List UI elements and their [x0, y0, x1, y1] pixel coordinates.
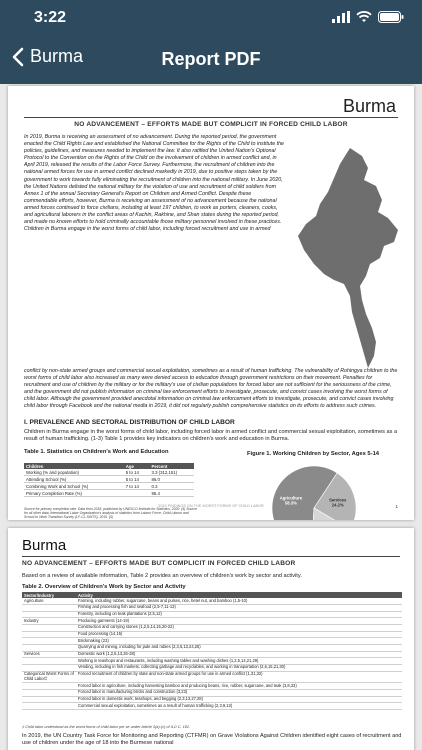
table-cell: Attending School (%) — [24, 476, 124, 483]
table-header: Age — [124, 463, 150, 469]
activity-cell: Brickmaking (23) — [76, 638, 402, 645]
page-footer: 2019 FINDINGS ON THE WORST FORMS OF CHILD LABOR — [158, 504, 264, 508]
sector-cell — [22, 611, 76, 618]
table-row — [24, 483, 194, 490]
battery-icon — [378, 11, 404, 23]
table-cell: 95.4 — [150, 490, 195, 497]
table-row — [22, 611, 402, 618]
table-row — [22, 703, 402, 710]
sector-cell — [22, 690, 76, 697]
table-cell — [124, 490, 150, 497]
ctfmr-paragraph: In 2019, the UN Country Task Force for Monitoring and Reporting (CTFMR) on Grave Violations Against Children identified eight cases of recruitment and use of children under the age of 18 into the Burmese national — [22, 733, 402, 747]
activity-cell: Forced labor in domestic work, teashops, and begging (2,3,13,27,28) — [76, 696, 402, 703]
table-header: Sector/Industry — [22, 592, 76, 598]
sector-cell: Industry — [22, 618, 76, 625]
assessment-subtitle: NO ADVANCEMENT – EFFORTS MADE BUT COMPLICIT IN FORCED CHILD LABOR — [22, 560, 296, 567]
figure1-title: Figure 1. Working Children by Sector, Ages 5-14 — [246, 451, 380, 457]
sector-cell — [22, 638, 76, 645]
pdf-page-2 — [8, 528, 414, 750]
assessment-subtitle: NO ADVANCEMENT – EFFORTS MADE BUT COMPLICIT IN FORCED CHILD LABOR — [74, 121, 348, 128]
table2-footnote: ‡ Child labor understood as the worst forms of child labor per se under Article 3(a)-(c) of ILO C. 182. — [22, 725, 191, 729]
sector-cell — [22, 696, 76, 703]
table2-title: Table 2. Overview of Children's Work by Sector and Activity — [22, 584, 186, 590]
sector-cell: Agriculture — [22, 598, 76, 604]
table-cell: 7 to 14 — [124, 483, 150, 490]
heading-rule — [24, 117, 398, 118]
pie-value-services: 24.2% — [331, 502, 344, 508]
table-cell: 0.3 — [150, 483, 195, 490]
table1-source-note: Source for primary completion rate: Data from 2018, published by UNESCO Institute for Statistics, 2020. (4) Source for all other data: International Labor Organization's analysis of statistics from Labour Force, Child Labour and School to Work Transition Survey (LF-CL-SWTS), 2015. (5) — [24, 507, 197, 520]
sector-cell: Categorical Worst Forms of Child Labor‡ — [22, 671, 76, 683]
table-cell: 3.3 (312,151) — [150, 469, 195, 476]
table-cell: Working (% and population) — [24, 469, 124, 476]
heading-rule — [22, 556, 400, 557]
table-header: Activity — [76, 592, 402, 598]
wifi-icon — [356, 11, 372, 23]
table-row — [22, 651, 402, 658]
page-title: Report PDF — [161, 49, 261, 69]
page-number: 1 — [395, 504, 398, 509]
section-paragraph: Children in Burma engage in the worst forms of child labor, including forced labor in armed conflict and commercial sexual exploitation, sometimes as a result of human trafficking. (1-3) Table 1 provides key indicators on children's work and education in Burma. — [24, 429, 398, 443]
activity-cell: Commercial sexual exploitation, sometimes as a result of human trafficking (2,3,9,13) — [76, 703, 402, 710]
sector-cell — [22, 604, 76, 611]
section-heading: I. PREVALENCE AND SECTORAL DISTRIBUTION OF CHILD LABOR — [24, 419, 235, 426]
activity-cell: Forestry, including on teak plantations (2,5,12) — [76, 611, 402, 618]
overview-paragraph: Based on a review of available information, Table 2 provides an overview of children's work by sector and activity. — [22, 573, 302, 579]
pie-value-agriculture: 58.3% — [284, 500, 297, 506]
sector-cell — [22, 631, 76, 638]
activity-cell: Forced labor in manufacturing bricks and construction (3,23) — [76, 690, 402, 697]
intro-paragraph: In 2019, Burma is receiving an assessment of no advancement. During the reported period, the government enacted the Child Rights Law and established the National Committee for the Rights of the Child to institute the policies, guidelines, and measures needed to implement the law. It also ratified the United Nation's Optional Protocol to the Convention on the Rights of the Child on the involvement of children in armed conflict and, in April 2019, released the results of the Labor Force Survey. Furthermore, the recruitment of children into the national armed forces for use in armed conflict declined markedly in 2019, due to positive steps taken by the government to work towards fully eliminating the recruitment of children into the national military. In June 2020, the United Nations delisted the national military for the violation of use and recruitment of child soldiers from Annex 1 of the annual Secretary General's Report on Children and Armed Conflict. Despite these commendable efforts, however, Burma is receiving an assessment of no advancement because the national armed forces continued to force civilians, including at least 197 children, to work as porters, cleaners, cooks, and agricultural laborers in the conflict areas of Kachin, Rakhine, and Shan states during the reported period, and made no known efforts to hold criminally accountable those military personnel involved in these practices. Children in Burma engage in the worst forms of child labor, including forced recruitment and use in armed — [24, 134, 284, 233]
table-cell: 5 to 14 — [124, 469, 150, 476]
activity-cell: Forced recruitment of children by state and non-state armed groups for use in armed conflict (1,31,32) — [76, 671, 402, 683]
pdf-page-1 — [8, 86, 414, 520]
navigation-bar — [0, 36, 422, 82]
activity-cell: Construction and carrying stones (1,2,5,14,15,20-22) — [76, 624, 402, 631]
table1-title: Table 1. Statistics on Children's Work and Education — [24, 449, 169, 455]
activity-cell: Fishing and processing fish and seafood (2,5-7,11-13) — [76, 604, 402, 611]
cellular-signal-icon — [332, 11, 350, 23]
activity-cell: Domestic work (1,2,5,13,26-28) — [76, 651, 402, 658]
burma-map — [290, 146, 405, 371]
statistics-table — [24, 463, 194, 497]
sector-cell — [22, 658, 76, 665]
status-bar — [0, 0, 422, 34]
activity-cell: Quarrying and mining, including for jade and rubies (2,3,5,13,24,25) — [76, 645, 402, 652]
activity-cell: Producing garments (14-19) — [76, 618, 402, 625]
activity-cell: Vending, including in fish markets, collecting garbage and recyclables, and working in transportation (2,6,15,21,30) — [76, 665, 402, 672]
sector-cell — [22, 683, 76, 690]
table-header: Percent — [150, 463, 195, 469]
back-button-label: Burma — [30, 46, 84, 66]
sector-cell: Services — [22, 651, 76, 658]
activity-cell: Food processing (14,15) — [76, 631, 402, 638]
table-cell: 86.0 — [150, 476, 195, 483]
pdf-viewer[interactable] — [0, 84, 422, 750]
sector-pie-chart — [270, 464, 358, 520]
country-heading: Burma — [22, 537, 67, 554]
table-header: Children — [24, 463, 124, 469]
country-heading: Burma — [342, 96, 396, 116]
activity-cell: Working in teashops and restaurants, including washing tables and washing dishes (1,2,5,14,21,29) — [76, 658, 402, 665]
table-cell: Primary Completion Rate (%) — [24, 490, 124, 497]
table-row — [22, 631, 402, 638]
pie-label-services: Services — [329, 497, 347, 503]
table-row — [22, 671, 402, 683]
sector-cell — [22, 624, 76, 631]
status-time: 3:22 — [34, 9, 67, 26]
intro-paragraph-continued: conflict by non-state armed groups and commercial sexual exploitation, sometimes as a result of human trafficking. The vulnerability of Rohingya children to the worst forms of child labor also increased as many were denied access to education through government restrictions on their movement. Penalties for recruitment and use of children by the military or for the military's use of civilian populations for forced labor are not sufficient for the seriousness of the crime, and the government did not publish information on criminal law enforcement efforts to investigate, prosecute, and convict cases involving the worst forms of child labor. Although the government provided anecdotal information on criminal law enforcement efforts to investigate, prosecute, and convict cases involving child labor through Facebook and the national media in 2019, it did not regularly publish comprehensive statistics on its efforts to address such crimes. — [24, 368, 398, 410]
table-cell: 5 to 14 — [124, 476, 150, 483]
table-cell: Combining Work and School (%) — [24, 483, 124, 490]
activity-cell: Farming, including rubber, sugarcane, beans and pulses, rice, betel nut, and bamboo (1,5-10) — [76, 598, 402, 604]
table-row — [24, 490, 194, 497]
system-icons — [332, 11, 404, 23]
table-row — [22, 696, 402, 703]
pie-label-agriculture: Agriculture — [279, 495, 303, 501]
sector-activity-table — [22, 592, 402, 710]
activity-cell: Forced labor in agriculture, including harvesting bamboo and producing beans, rice, rubber, sugarcane, and teak (3,8,33) — [76, 683, 402, 690]
sector-cell — [22, 703, 76, 710]
table-row — [24, 476, 194, 483]
